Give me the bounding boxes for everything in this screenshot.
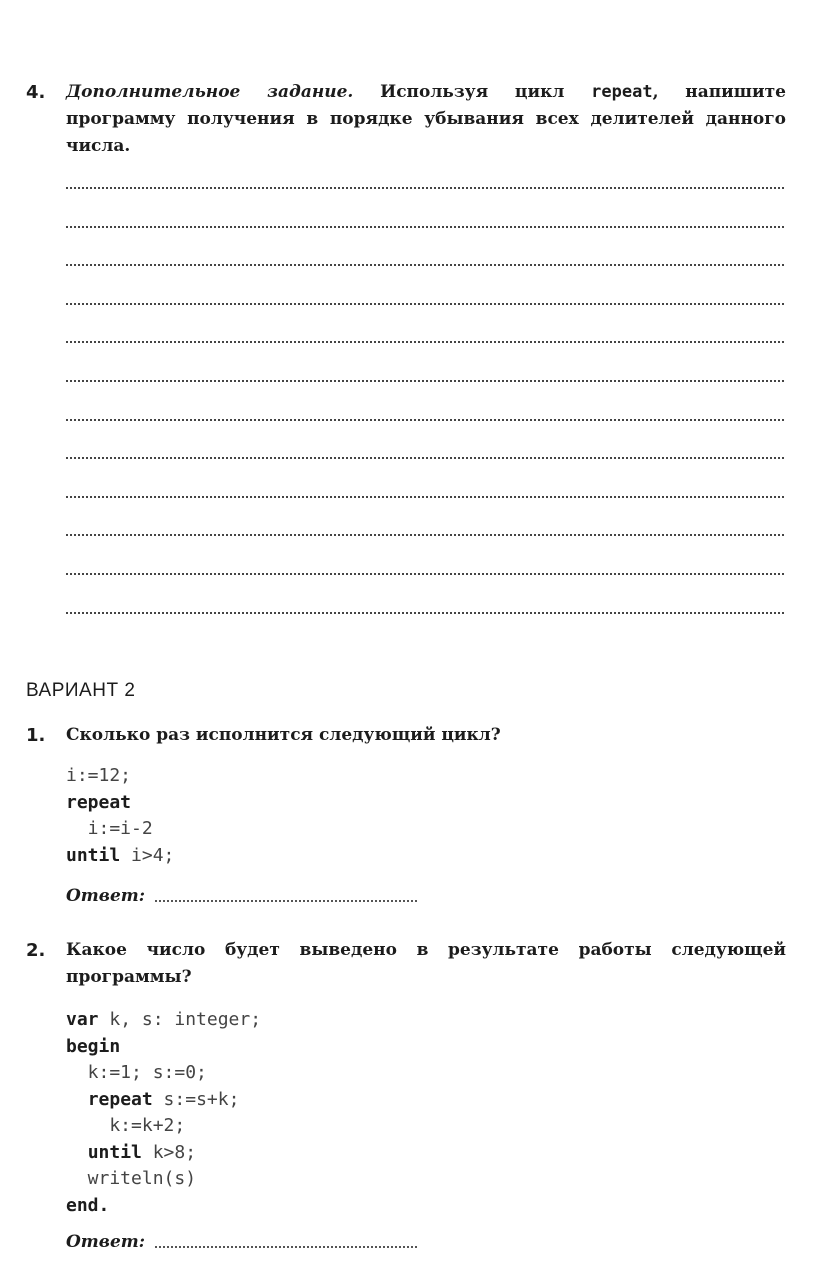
- code-line: [66, 843, 174, 870]
- code-line: i:=12;: [66, 765, 132, 786]
- answer-label: Ответ:: [66, 1232, 146, 1252]
- question-2-code: [66, 1007, 261, 1219]
- question-1-answer: [66, 886, 417, 906]
- code-keyword: repeat: [66, 791, 132, 813]
- question-1-code: [66, 763, 174, 869]
- code-line: [66, 1140, 261, 1167]
- code-keyword: repeat: [87, 1088, 153, 1110]
- question-2-answer: [66, 1232, 417, 1252]
- code-keyword: var: [66, 1009, 99, 1030]
- code-line: [66, 1007, 261, 1034]
- question-1-number: 1.: [26, 725, 46, 746]
- task-4-keyword: repeat: [591, 82, 653, 102]
- variant-title: ВАРИАНТ 2: [26, 680, 136, 701]
- task-4-text-part2: , напишите программу получения в порядке убывания всех делителей данного числа.: [66, 82, 787, 156]
- task-4-title: Дополнительное задание.: [66, 82, 354, 102]
- code-line: i:=i-2: [66, 818, 153, 839]
- task-4-answer-lines[interactable]: [66, 187, 784, 650]
- answer-dotted-line[interactable]: [66, 226, 784, 228]
- code-text: k>8;: [141, 1141, 197, 1163]
- code-text: i>4;: [120, 844, 175, 866]
- answer-line[interactable]: [155, 899, 417, 902]
- answer-dotted-line[interactable]: [66, 496, 784, 498]
- code-indent: [66, 1142, 88, 1163]
- answer-dotted-line[interactable]: [66, 457, 784, 459]
- code-indent: [66, 1089, 88, 1110]
- answer-line[interactable]: [155, 1245, 417, 1248]
- answer-dotted-line[interactable]: [66, 419, 784, 421]
- code-text: k, s: integer;: [98, 1009, 262, 1030]
- answer-label: Ответ:: [66, 886, 146, 906]
- code-text: s:=s+k;: [152, 1088, 240, 1110]
- answer-dotted-line[interactable]: [66, 612, 784, 614]
- question-1-text: Сколько раз исполнится следующий цикл?: [66, 725, 501, 745]
- code-keyword: until: [87, 1141, 142, 1163]
- answer-dotted-line[interactable]: [66, 573, 784, 575]
- question-1: [26, 722, 786, 749]
- task-4-text: [66, 79, 786, 160]
- question-2: [26, 937, 786, 991]
- answer-dotted-line[interactable]: [66, 341, 784, 343]
- task-4: [26, 79, 786, 160]
- answer-dotted-line[interactable]: [66, 264, 784, 266]
- code-line: k:=k+2;: [66, 1115, 186, 1136]
- question-2-number: 2.: [26, 940, 46, 961]
- task-4-text-part1: Используя цикл: [353, 82, 592, 102]
- answer-dotted-line[interactable]: [66, 187, 784, 189]
- code-keyword: begin: [66, 1035, 121, 1057]
- question-2-text: Какое число будет выведено в результате работы следующей программы?: [66, 940, 786, 987]
- code-line: [66, 1087, 261, 1114]
- code-keyword: until: [66, 844, 121, 866]
- answer-dotted-line[interactable]: [66, 380, 784, 382]
- answer-dotted-line[interactable]: [66, 534, 784, 536]
- code-keyword: end.: [66, 1194, 110, 1216]
- code-line: writeln(s): [66, 1168, 197, 1189]
- code-line: k:=1; s:=0;: [66, 1062, 207, 1083]
- answer-dotted-line[interactable]: [66, 303, 784, 305]
- task-4-number: 4.: [26, 82, 46, 103]
